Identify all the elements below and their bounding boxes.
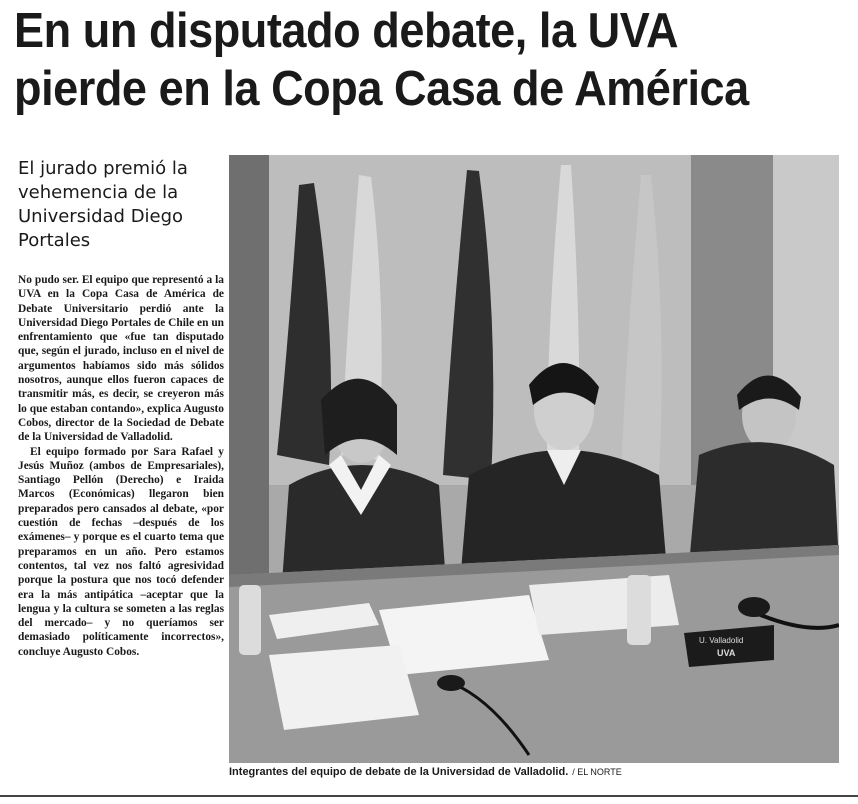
paragraph-1: No pudo ser. El equipo que representó a la UVA en la Copa Casa de América de Debate Universitario perdió ante la Universidad Diego Portales de Chile en un enfrentamiento que «fue tan disputado que, según el jurado, incluso en el nivel de argumentos habíamos sido más sólidos nosotros, aunque ellos fueron capaces de transmitir más, es decir, se creyeron más lo que estaban contando», explica Augusto Cobos, director de la Sociedad de Debate de la Universidad de Valladolid.: [18, 274, 224, 444]
debate-photo-illustration: [229, 155, 839, 763]
headline: [14, 2, 783, 118]
paragraph-2: El equipo formado por Sara Rafael y Jesús Muñoz (ambos de Empresariales), Santiago Pellón (Derecho) e Iraida Marcos (Económicas) llegaron bien preparados pero cansados al debate, «por cuestión de fechas –después de los exámenes– y porque es el cuarto tema que preparamos en un año. Pero estamos contentos, tal vez nos faltó agresividad porque la postura que nos tocó defender era la más antipática –aceptar que la lengua y la cultura se someten a las reglas del mercado– y no queríamos ser demasiado políticamente incorrectos», concluye Augusto Cobos.: [18, 445, 224, 658]
subheadline: El jurado premió la vehemencia de la Universidad Diego Portales: [18, 158, 188, 251]
water-bottle-right: [627, 575, 651, 645]
bottom-rule: [0, 795, 858, 797]
headline-line-1: En un disputado debate, la UVA: [14, 4, 679, 58]
photo-credit: / EL NORTE: [572, 767, 622, 777]
name-sign-line-2: UVA: [717, 648, 736, 658]
debate-photo: [229, 155, 839, 763]
article-body: [18, 273, 224, 659]
headline-line-2: pierde en la Copa Casa de América: [14, 62, 749, 116]
water-bottle-left: [239, 585, 261, 655]
photo-caption: [229, 765, 849, 779]
caption-text: Integrantes del equipo de debate de la Universidad de Valladolid.: [229, 766, 569, 778]
name-sign-line-1: U. Valladolid: [699, 636, 744, 645]
